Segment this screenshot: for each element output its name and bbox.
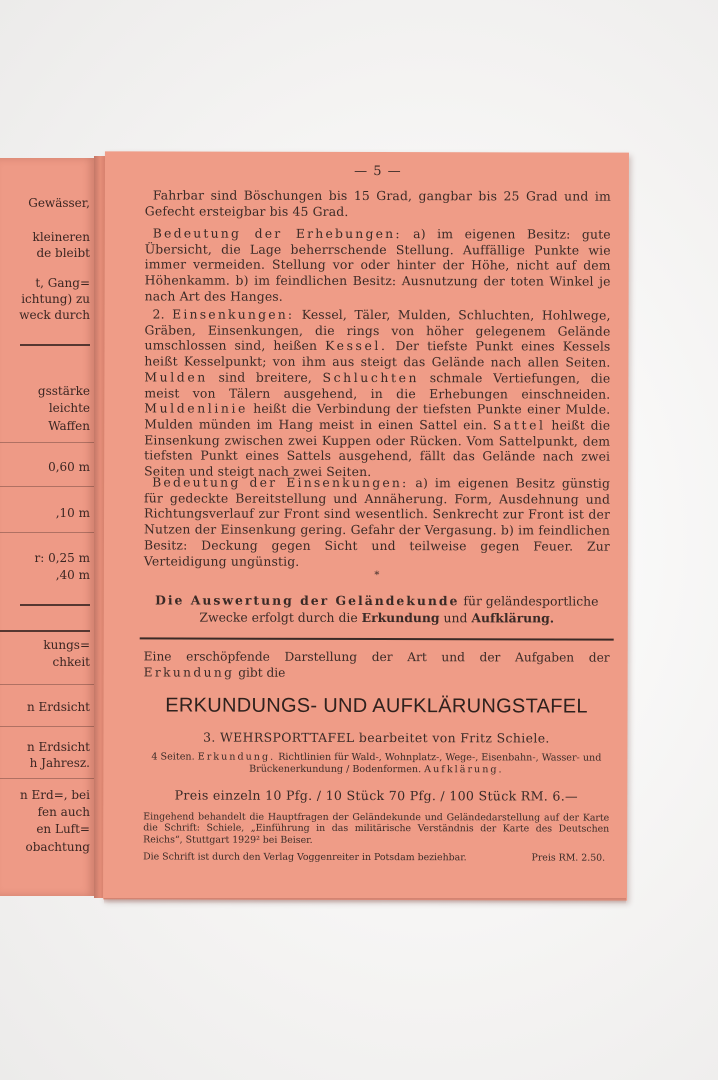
- left-line: n Erdsicht: [27, 700, 90, 714]
- left-divider: [0, 442, 96, 443]
- left-line: Gewässer,: [28, 196, 90, 210]
- paragraph-depressions: [144, 306, 610, 480]
- left-line: 0,60 m: [48, 460, 90, 474]
- left-line: r: 0,25 m: [34, 551, 90, 565]
- paragraph-slopes: Fahrbar sind Böschungen bis 15 Grad, gangbar bis 25 Grad und im Gefecht ersteigbar bis 45 Grad.: [144, 187, 611, 219]
- left-line: obachtung: [25, 840, 90, 854]
- contents-text: Richtlinien für Wald-, Wohnplatz-, Wege-, Eisenbahn-, Wasser- und Brückenerkundung / Bodenformen.: [249, 751, 602, 775]
- paragraph-elevations: [145, 225, 611, 305]
- contents-term: Aufklärung.: [424, 763, 504, 775]
- depressions-text: heißt die Einsenkung zwischen zwei Kuppen oder Rücken. Vom Sattelpunkt, dem tiefsten Punkt eines Sattels ausgehend, fällt das Gelände nach zwei Seiten und steigt nach zwei Seiten.: [144, 417, 611, 480]
- summary-erkundung: Erkundung: [361, 609, 440, 626]
- intro-text: Eine erschöpfende Darstellung der Art und der Aufgaben der: [143, 649, 610, 665]
- depressions-text: schmale Vertiefungen, die meist von Tälern ausgehend, in die Erhebungen einschneiden.: [144, 369, 611, 402]
- summary-heading: Die Auswertung der Geländekunde: [155, 592, 460, 609]
- section-rule: [140, 637, 614, 640]
- left-line: ,10 m: [55, 506, 90, 520]
- section-number: 2.: [152, 306, 173, 322]
- page-edge-shadow: [104, 898, 626, 904]
- left-divider: [0, 778, 96, 779]
- term-muldenlinie: Muldenlinie: [144, 400, 249, 416]
- ad-price: Preis einzeln 10 Pfg. / 10 Stück 70 Pfg. / 100 Stück RM. 6.—: [174, 787, 578, 804]
- heading-depressions-significance: Bedeutung der Einsenkungen:: [152, 474, 409, 491]
- elevations-text: a) im eigenen Besitz: gute Übersicht, die Lage beherrschende Stellung. Auffällige Punkte wie immer vermeiden. Stellung vor oder hinter der Höhe, nicht auf dem Höhenkamm. b) im feindlichen Besitz: Ausnutzung der toten Winkel je nach Art des Hanges.: [144, 226, 611, 304]
- depressions-text: heißt die Verbindung der tiefsten Punkte einer Mulde. Mulden münden im Hang meist in einen Sattel ein.: [144, 400, 611, 433]
- left-line: ,40 m: [55, 568, 90, 582]
- term-mulden: Mulden: [144, 369, 208, 385]
- left-line: t, Gang=: [35, 276, 90, 290]
- intro-text: gibt die: [234, 665, 286, 680]
- depressions-text: Der tiefste Punkt eines Kessels heißt Kesselpunkt; von ihm aus steigt das Gelände nach allen Seiten.: [144, 338, 611, 370]
- publication-price: Preis RM. 2.50.: [531, 852, 606, 864]
- heading-elevations: Bedeutung der Erhebungen:: [152, 225, 402, 242]
- separator-star: *: [374, 570, 380, 582]
- left-rule: [20, 604, 90, 606]
- summary-aufklaerung: Aufklärung.: [471, 610, 555, 626]
- left-line: n Erdsicht: [27, 740, 90, 754]
- heading-depressions: Einsenkungen:: [172, 306, 295, 322]
- contents-text: 4 Seiten.: [151, 751, 198, 763]
- left-divider: [0, 486, 96, 487]
- left-page: [0, 158, 96, 896]
- ad-intro: [144, 649, 610, 681]
- publisher-footer: [143, 851, 609, 863]
- paragraph-depressions-significance: [144, 474, 610, 569]
- left-divider: [0, 726, 96, 727]
- depressions-text: sind breitere,: [207, 369, 323, 385]
- term-kessel: Kessel.: [325, 338, 388, 354]
- left-line: leichte: [48, 401, 90, 415]
- ad-subtitle: 3. WEHRSPORTTAFEL bearbeitet von Fritz Schiele.: [203, 729, 550, 746]
- left-line: en Luft=: [36, 822, 90, 836]
- left-line: n Erd=, bei: [19, 788, 90, 802]
- left-line: kleineren: [32, 230, 90, 244]
- left-line: gsstärke: [37, 384, 90, 398]
- left-line: chkeit: [52, 655, 90, 669]
- summary-body: für geländesportliche Zwecke erfolgt durch die: [199, 593, 599, 625]
- left-line: de bleibt: [36, 246, 90, 260]
- right-page: [103, 151, 629, 900]
- ad-title: ERKUNDUNGS- UND AUFKLÄRUNGSTAFEL: [165, 694, 588, 718]
- left-line: ichtung) zu: [21, 292, 90, 306]
- depressions-text: Kessel, Täler, Mulden, Schluchten, Hohlwege, Gräben, Einsenkungen, die rings von höher gelegenem Gelände umschlossen sind, heißen: [144, 306, 611, 354]
- significance-text: a) im eigenen Besitz günstig für gedeckte Bereitstellung und Annäherung. Form, Ausdehnung und Richtungsverlauf zur Front sind wesentlich. Senkrecht zur Front ist der Nutzen der Einsenkung gering. Gefahr der Vergasung. b) im feindlichen Besitz: Deckung gegen Sicht und teilweise gegen Feuer. Zur Verteidigung ungünstig.: [143, 475, 611, 569]
- left-line: kungs=: [43, 638, 90, 652]
- left-line: Waffen: [48, 419, 90, 433]
- left-line: fen auch: [37, 805, 90, 819]
- summary-body: und: [439, 610, 472, 626]
- page-content: [143, 151, 611, 864]
- left-line: weck durch: [19, 308, 90, 322]
- term-sattel: Sattel: [492, 417, 546, 433]
- left-divider: [0, 532, 96, 533]
- left-line: h Jahresz.: [29, 756, 90, 770]
- left-rule: [0, 630, 90, 632]
- summary-text: [144, 591, 610, 626]
- contents-term: Erkundung.: [197, 751, 276, 763]
- left-rule: [20, 344, 90, 346]
- page-number: — 5 —: [354, 163, 402, 180]
- ad-contents: [143, 751, 609, 775]
- left-divider: [0, 684, 96, 685]
- reference-note: Eingehend behandelt die Hauptfragen der Geländekunde und Geländedarstellung auf der Karte die Schrift: Schiele, „Einführung in das militärische Verständnis der Karte des Deutschen Reichs“, Stuttgart 1929² bei Beiser.: [143, 811, 610, 846]
- intro-term: Erkundung: [143, 664, 235, 680]
- publisher-text: Die Schrift ist durch den Verlag Voggenreiter in Potsdam beziehbar.: [143, 851, 467, 864]
- term-schluchten: Schluchten: [322, 369, 420, 385]
